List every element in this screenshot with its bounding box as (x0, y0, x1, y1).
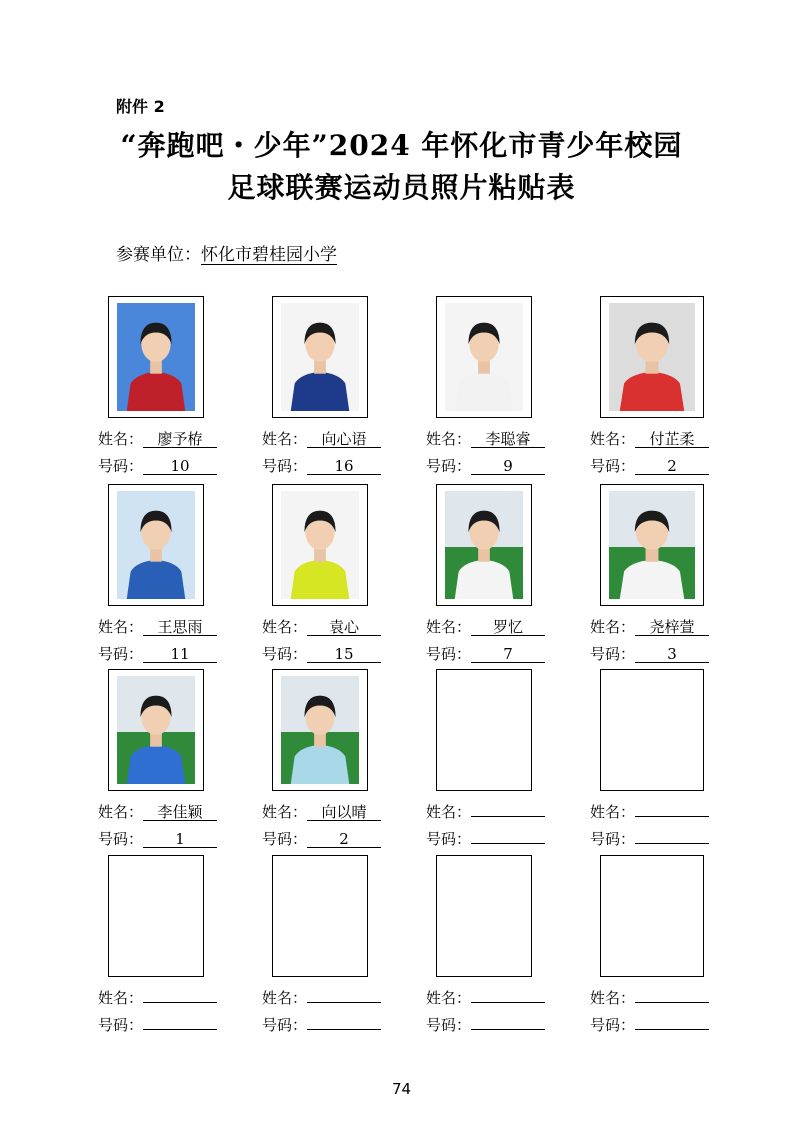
name-label: 姓名： (590, 803, 636, 821)
player-number-row (426, 828, 545, 849)
player-card (426, 484, 596, 663)
player-name: 向心语 (307, 431, 381, 448)
unit-value: 怀化市碧桂园小学 (201, 245, 337, 265)
player-card (590, 669, 760, 848)
player-card (262, 855, 432, 1034)
player-card (98, 296, 268, 475)
number-label: 号码： (98, 645, 144, 663)
name-label: 姓名： (98, 618, 144, 636)
child-figure-icon (281, 303, 359, 411)
name-label: 姓名： (590, 989, 636, 1007)
player-name: 罗忆 (471, 619, 545, 636)
page-number: 74 (391, 1080, 412, 1098)
player-name-row (98, 987, 217, 1008)
player-name-row (590, 987, 709, 1008)
player-number: 11 (143, 646, 217, 663)
player-number: 7 (471, 646, 545, 663)
name-label: 姓名： (590, 430, 636, 448)
player-card (426, 855, 596, 1034)
name-label: 姓名： (590, 618, 636, 636)
player-number-row (262, 643, 381, 664)
player-photo (272, 484, 368, 606)
number-label: 号码： (262, 645, 308, 663)
player-name-row (262, 801, 381, 822)
player-number (635, 843, 709, 844)
player-name-row (590, 616, 709, 637)
number-label: 号码： (262, 830, 308, 848)
player-number-row (590, 455, 709, 476)
player-photo (436, 296, 532, 418)
player-name (307, 1002, 381, 1003)
player-number-row (426, 455, 545, 476)
child-figure-icon (117, 303, 195, 411)
player-name (143, 1002, 217, 1003)
player-card (426, 669, 596, 848)
player-number: 9 (471, 458, 545, 475)
player-number (143, 1029, 217, 1030)
player-photo (600, 484, 704, 606)
player-card (262, 296, 432, 475)
player-number-row (262, 828, 381, 849)
number-label: 号码： (98, 830, 144, 848)
player-name: 李佳颖 (143, 804, 217, 821)
player-name (635, 816, 709, 817)
player-name: 李聪睿 (471, 431, 545, 448)
portrait-image (117, 303, 195, 411)
empty-photo-slot (436, 855, 532, 977)
child-figure-icon (281, 676, 359, 784)
portrait-image (281, 303, 359, 411)
player-name-row (98, 428, 217, 449)
player-card (262, 484, 432, 663)
child-figure-icon (117, 491, 195, 599)
number-label: 号码： (262, 457, 308, 475)
player-number: 15 (307, 646, 381, 663)
player-number: 2 (307, 831, 381, 848)
unit-label: 参赛单位： (116, 245, 201, 265)
name-label: 姓名： (262, 989, 308, 1007)
player-name: 尧梓萱 (635, 619, 709, 636)
number-label: 号码： (590, 645, 636, 663)
player-photo (108, 669, 204, 791)
name-label: 姓名： (426, 989, 472, 1007)
player-number-row (98, 1014, 217, 1035)
player-card (590, 484, 760, 663)
player-name-row (426, 428, 545, 449)
player-card (98, 669, 268, 848)
number-label: 号码： (590, 830, 636, 848)
portrait-image (281, 491, 359, 599)
portrait-image (117, 676, 195, 784)
player-name: 袁心 (307, 619, 381, 636)
player-number-row (262, 1014, 381, 1035)
page-title-line-1: “奔跑吧・少年”2024 年怀化市青少年校园 (120, 129, 683, 162)
player-name: 向以晴 (307, 804, 381, 821)
player-photo (436, 484, 532, 606)
player-card (590, 296, 760, 475)
empty-photo-slot (600, 855, 704, 977)
player-name-row (262, 616, 381, 637)
player-photo (108, 296, 204, 418)
number-label: 号码： (426, 457, 472, 475)
name-label: 姓名： (426, 618, 472, 636)
page-title-line-2: 足球联赛运动员照片粘贴表 (227, 171, 576, 204)
name-label: 姓名： (426, 430, 472, 448)
player-number-row (426, 1014, 545, 1035)
number-label: 号码： (262, 1016, 308, 1034)
portrait-image (281, 676, 359, 784)
player-name: 付芷柔 (635, 431, 709, 448)
child-figure-icon (445, 491, 523, 599)
player-name-row (426, 987, 545, 1008)
number-label: 号码： (590, 1016, 636, 1034)
child-figure-icon (117, 676, 195, 784)
player-number (635, 1029, 709, 1030)
player-photo (272, 669, 368, 791)
player-photo (600, 296, 704, 418)
number-label: 号码： (98, 457, 144, 475)
player-number-row (98, 455, 217, 476)
player-number-row (262, 455, 381, 476)
number-label: 号码： (98, 1016, 144, 1034)
empty-photo-slot (436, 669, 532, 791)
name-label: 姓名： (98, 430, 144, 448)
player-number: 3 (635, 646, 709, 663)
player-number (307, 1029, 381, 1030)
player-name (471, 816, 545, 817)
player-name-row (426, 616, 545, 637)
player-card (98, 484, 268, 663)
player-name-row (98, 801, 217, 822)
name-label: 姓名： (262, 803, 308, 821)
player-card (590, 855, 760, 1034)
player-card (98, 855, 268, 1034)
player-number-row (98, 828, 217, 849)
name-label: 姓名： (262, 618, 308, 636)
player-card (262, 669, 432, 848)
player-photo (108, 484, 204, 606)
portrait-image (445, 303, 523, 411)
player-name-row (590, 801, 709, 822)
player-name-row (98, 616, 217, 637)
name-label: 姓名： (98, 803, 144, 821)
player-number: 2 (635, 458, 709, 475)
player-number-row (98, 643, 217, 664)
player-card (426, 296, 596, 475)
child-figure-icon (609, 491, 695, 599)
number-label: 号码： (426, 1016, 472, 1034)
player-name-row (426, 801, 545, 822)
child-figure-icon (281, 491, 359, 599)
name-label: 姓名： (262, 430, 308, 448)
empty-photo-slot (600, 669, 704, 791)
portrait-image (117, 491, 195, 599)
participating-unit (116, 240, 337, 265)
empty-photo-slot (272, 855, 368, 977)
attachment-label: 附件 2 (116, 97, 165, 116)
number-label: 号码： (590, 457, 636, 475)
child-figure-icon (609, 303, 695, 411)
player-number: 10 (143, 458, 217, 475)
player-number-row (590, 643, 709, 664)
player-photo (272, 296, 368, 418)
player-name (635, 1002, 709, 1003)
number-label: 号码： (426, 645, 472, 663)
player-number: 16 (307, 458, 381, 475)
name-label: 姓名： (98, 989, 144, 1007)
player-number-row (590, 828, 709, 849)
portrait-image (609, 491, 695, 599)
player-number-row (590, 1014, 709, 1035)
player-name-row (590, 428, 709, 449)
player-name-row (262, 987, 381, 1008)
portrait-image (445, 491, 523, 599)
portrait-image (609, 303, 695, 411)
player-number-row (426, 643, 545, 664)
player-number (471, 1029, 545, 1030)
player-number: 1 (143, 831, 217, 848)
empty-photo-slot (108, 855, 204, 977)
player-name: 廖予栫 (143, 431, 217, 448)
name-label: 姓名： (426, 803, 472, 821)
player-number (471, 843, 545, 844)
number-label: 号码： (426, 830, 472, 848)
player-name-row (262, 428, 381, 449)
player-name: 王思雨 (143, 619, 217, 636)
child-figure-icon (445, 303, 523, 411)
player-name (471, 1002, 545, 1003)
